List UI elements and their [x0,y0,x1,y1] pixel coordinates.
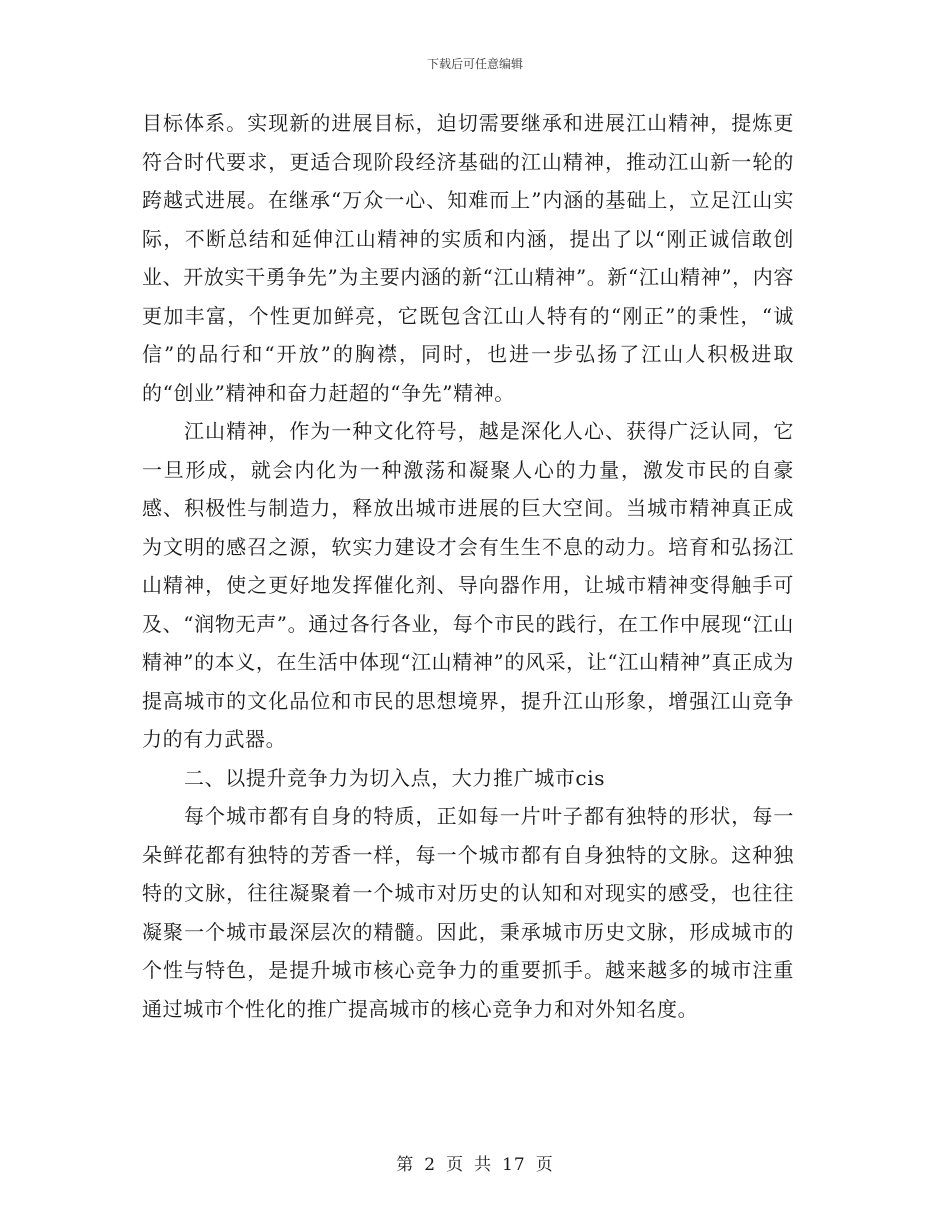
section-heading: 二、以提升竞争力为切入点，大力推广城市cis [184,765,606,790]
paragraph-city-character: 每个城市都有自身的特质，正如每一片叶子都有独特的形状，每一朵鲜花都有独特的芳香一样，每一个城市都有自身独特的文脉。这种独特的文脉，往往凝聚着一个城市对历史的认知和对现实的感受，也往往凝聚一个城市最深层次的精髓。因此，秉承城市历史文脉，形成城市的个性与特色，是提升城市核心竞争力的重要抓手。越来越多的城市注重通过城市个性化的推广提高城市的核心竞争力和对外知名度。 [142,804,794,1021]
footer-page-word: 页 [446,1155,465,1175]
footer-total-word: 共 [474,1155,493,1175]
paragraph-jiangshan-spirit: 江山精神，作为一种文化符号，越是深化人心、获得广泛认同，它一旦形成，就会内化为一种激荡和凝聚人心的力量，激发市民的自豪感、积极性与制造力，释放出城市进展的巨大空间。当城市精神真正成为文明的感召之源，软实力建设才会有生生不息的动力。培育和弘扬江山精神，使之更好地发挥催化剂、导向器作用，让城市精神变得触手可及、“润物无声”。通过各行各业，每个市民的践行，在工作中展现“江山精神”的本义，在生活中体现“江山精神”的风采，让“江山精神”真正成为提高城市的文化品位和市民的思想境界，提升江山形象，增强江山竞争力的有力武器。 [142,419,794,751]
footer-prefix: 第 [396,1155,415,1175]
document-body [142,104,794,1028]
paragraph-continuation: 目标体系。实现新的进展目标，迫切需要继承和进展江山精神，提炼更符合时代要求，更适合现阶段经济基础的江山精神，推动江山新一轮的跨越式进展。在继承“万众一心、知难而上”内涵的基础上，立足江山实际，不断总结和延伸江山精神的实质和内涵，提出了以“刚正诚信敢创业、开放实干勇争先”为主要内涵的新“江山精神”。新“江山精神”，内容更加丰富，个性更加鲜亮，它既包含江山人特有的“刚正”的秉性，“诚信”的品行和“开放”的胸襟，同时，也进一步弘扬了江山人积极进取的“创业”精神和奋力赶超的“争先”精神。 [142,111,794,405]
current-page-number: 2 [424,1155,437,1175]
page-footer [0,1154,950,1176]
total-pages-number: 17 [502,1155,526,1175]
page-header: 下载后可任意编辑 [426,57,523,71]
footer-suffix: 页 [535,1155,554,1175]
